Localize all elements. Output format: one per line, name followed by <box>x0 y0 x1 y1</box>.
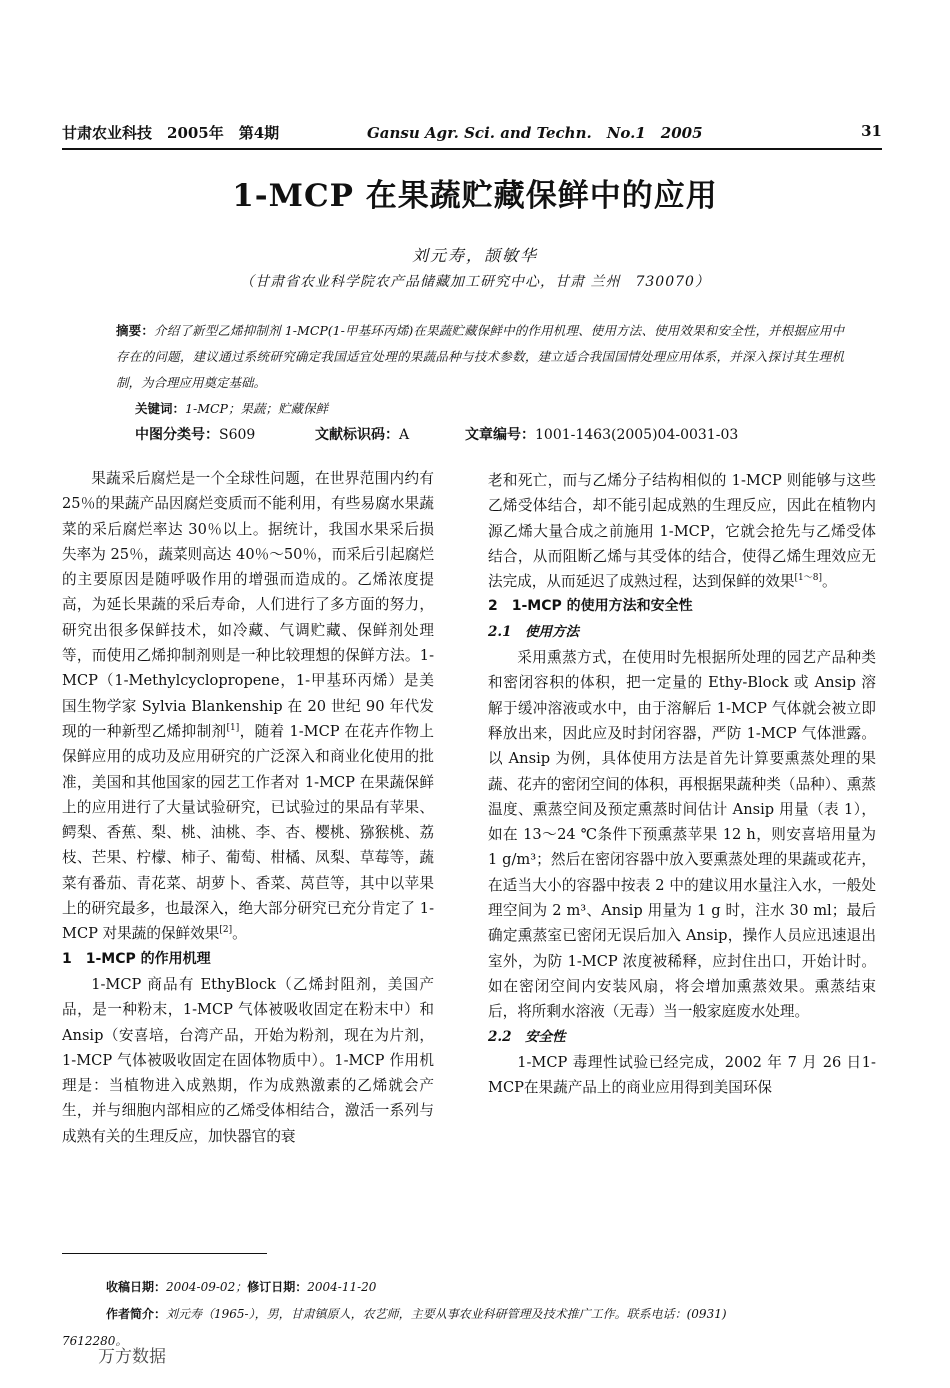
subsection-heading-2-1: 2.1 使用方法 <box>488 623 579 640</box>
doc-value: A <box>399 427 410 443</box>
paragraph-text: 。 <box>821 573 837 591</box>
paragraph-text: ，随着 1-MCP 在花卉作物上保鲜应用的成功及应用研究的广泛深入和商业化使用的批准，美国和其他国家的园艺工作者对 1-MCP 在果蔬保鲜上的应用进行了大量试验研究，已试验过的果品有苹果、鳄梨、香蕉、梨、桃、油桃、李、杏、樱桃、猕猴桃、荔枝、芒果、柠檬、柿子、葡萄、柑橘、凤梨、草莓等，蔬菜有番茄、青花菜、胡萝卜、香菜、莴苣等，其中以苹果上的研究最多，也最深入，绝大部分研究已充分肯定了 1-MCP 对果蔬的保鲜效果 <box>62 722 434 943</box>
authors: 刘元寿，颉敏华 <box>411 246 538 265</box>
clc-value: S609 <box>219 427 256 443</box>
abstract-label: 摘要： <box>116 323 155 338</box>
received-label: 收稿日期： <box>106 1280 167 1294</box>
paragraph <box>62 466 434 947</box>
section-heading-2: 2 1-MCP 的使用方法和安全性 <box>488 598 693 615</box>
doc-code <box>315 424 409 444</box>
keywords-text: 1-MCP；果蔬；贮藏保鲜 <box>185 401 328 416</box>
right-column <box>488 468 876 1100</box>
keywords <box>135 398 835 420</box>
footnote-bio <box>62 1301 882 1328</box>
subsection-heading-2-2: 2.2 安全性 <box>488 1028 566 1045</box>
abstract <box>116 318 844 396</box>
header-rule <box>62 148 882 150</box>
paragraph-text: 老和死亡，而与乙烯分子结构相似的 1-MCP 则能够与这些乙烯受体结合，却不能引起成熟的生理反应，因此在植物内源乙烯大量合成之前施用 1-MCP，它就会抢先与乙烯受体结合，从而阻断乙烯与其受体的结合，使得乙烯生理效应无法完成，从而延迟了成熟过程，达到保鲜的效果 <box>488 472 876 591</box>
article-value: 1001-1463(2005)04-0031-03 <box>535 427 739 443</box>
article-label: 文章编号： <box>465 427 535 443</box>
page-number: 31 <box>861 122 882 140</box>
received-date: 2004-09-02； <box>166 1280 248 1294</box>
journal-name-cn: 甘肃农业科技 2005年 第4期 <box>62 124 280 142</box>
abstract-text: 介绍了新型乙烯抑制剂 1-MCP(1-甲基环丙烯)在果蔬贮藏保鲜中的作用机理、使用方法、使用效果和安全性，并根据应用中存在的问题，建议通过系统研究确定我国适宜处理的果蔬品种与技术参数，建立适合我国国情处理应用体系，并深入探讨其生理机制，为合理应用奠定基础。 <box>116 323 844 390</box>
paragraph: 1-MCP 毒理性试验已经完成，2002 年 7 月 26 日1-MCP在果蔬产品上的商业应用得到美国环保 <box>488 1053 876 1097</box>
footnote-rule <box>62 1253 267 1254</box>
running-header <box>62 122 882 144</box>
journal-name-en: Gansu Agr. Sci. and Techn. No.1 2005 <box>367 124 703 142</box>
footnote-dates <box>62 1274 882 1301</box>
classification-line <box>135 424 855 446</box>
clc-label: 中图分类号： <box>135 427 219 443</box>
paragraph: 采用熏蒸方式，在使用时先根据所处理的园艺产品种类和密闭容积的体积，把一定量的 Ethy-Block 或 Ansip 溶解于缓冲溶液或水中，由于溶解后 1-MCP 气体就会被立即释放出来，因此应及时封闭容器，严防 1-MCP 气体泄露。以 Ansip 为例，具体使用方法是首先计算要熏蒸处理的果蔬、花卉的密闭空间的体积，再根据果蔬种类（品种）、熏蒸温度、熏蒸空间及预定熏蒸时间估计 Ansip 用量（表 1），如在 13～24 ℃条件下预熏蒸苹果 12 h，则安喜培用量为 1 g/m³；然后在密闭容器中放入要熏蒸处理的果蔬或花卉，在适当大小的容器中按表 2 中的建议用水量注入水，一般处理空间为 2 m³、Ansip 用量为 1 g 时，注水 30 ml；最后确定熏蒸室已密闭无误后加入 Ansip，操作人员应迅速退出室外，为防 1-MCP 浓度被稀释，应封住出口，开始计时。如在密闭空间内安装风扇，将会增加熏蒸效果。熏蒸结束后，将所剩水溶液（无毒）当一般家庭废水处理。 <box>488 649 876 1021</box>
clc-number <box>135 424 255 444</box>
doc-label: 文献标识码： <box>315 427 399 443</box>
keywords-label: 关键词： <box>135 401 186 416</box>
citation: [1～8] <box>794 573 822 584</box>
paragraph-text: 果蔬采后腐烂是一个全球性问题，在世界范围内约有 25％的果蔬产品因腐烂变质而不能利用，有些易腐水果蔬菜的采后腐烂率达 30％以上。据统计，我国水果采后损失率为 25％，蔬菜则高达 40％～50％，而采后引起腐烂的主要原因是随呼吸作用的增强而造成的。乙烯浓度提高，为延长果蔬的采后寿命，人们进行了多方面的努力，研究出很多保鲜技术，如冷藏、气调贮藏、保鲜剂处理等，而使用乙烯抑制剂则是一种比较理想的保鲜方法。1-MCP（1-Methylcyclopropene，1-甲基环丙烯）是美国生物学家 Sylvia Blankenship 在 20 世纪 90 年代发现的一种新型乙烯抑制剂 <box>62 470 434 740</box>
section-heading-1: 1 1-MCP 的作用机理 <box>62 950 211 967</box>
bio-label: 作者简介： <box>106 1307 167 1321</box>
paragraph <box>488 468 876 594</box>
bio-text: 刘元寿（1965-），男，甘肃镇原人，农艺师，主要从事农业科研管理及技术推广工作。联系电话：(0931) <box>166 1307 727 1321</box>
citation: [2] <box>219 925 233 936</box>
footnotes <box>62 1274 882 1355</box>
article-number <box>465 424 738 444</box>
citation: [1] <box>226 723 240 734</box>
footnote-bio-cont: 7612280。 <box>62 1334 128 1348</box>
paper-title: 1-MCP 在果蔬贮藏保鲜中的应用 <box>232 178 718 214</box>
revised-date: 2004-11-20 <box>307 1280 377 1294</box>
affiliation: （甘肃省农业科学院农产品储藏加工研究中心，甘肃 兰州 730070） <box>240 274 710 290</box>
left-column <box>62 466 434 1149</box>
paragraph: 1-MCP 商品有 EthyBlock（乙烯封阻剂，美国产品，是一种粉末，1-MCP 气体被吸收固定在粉末中）和 Ansip（安喜培，台湾产品，开始为粉剂，现在为片剂，1-MCP 气体被吸收固定在固体物质中）。1-MCP 作用机理是：当植物进入成熟期，作为成熟激素的乙烯就会产生，并与细胞内部相应的乙烯受体相结合，激活一系列与成熟有关的生理反应，加快器官的衰 <box>62 975 434 1145</box>
revised-label: 修订日期： <box>247 1280 308 1294</box>
paragraph-text: 。 <box>232 925 247 943</box>
watermark: 万方数据 <box>98 1347 166 1367</box>
